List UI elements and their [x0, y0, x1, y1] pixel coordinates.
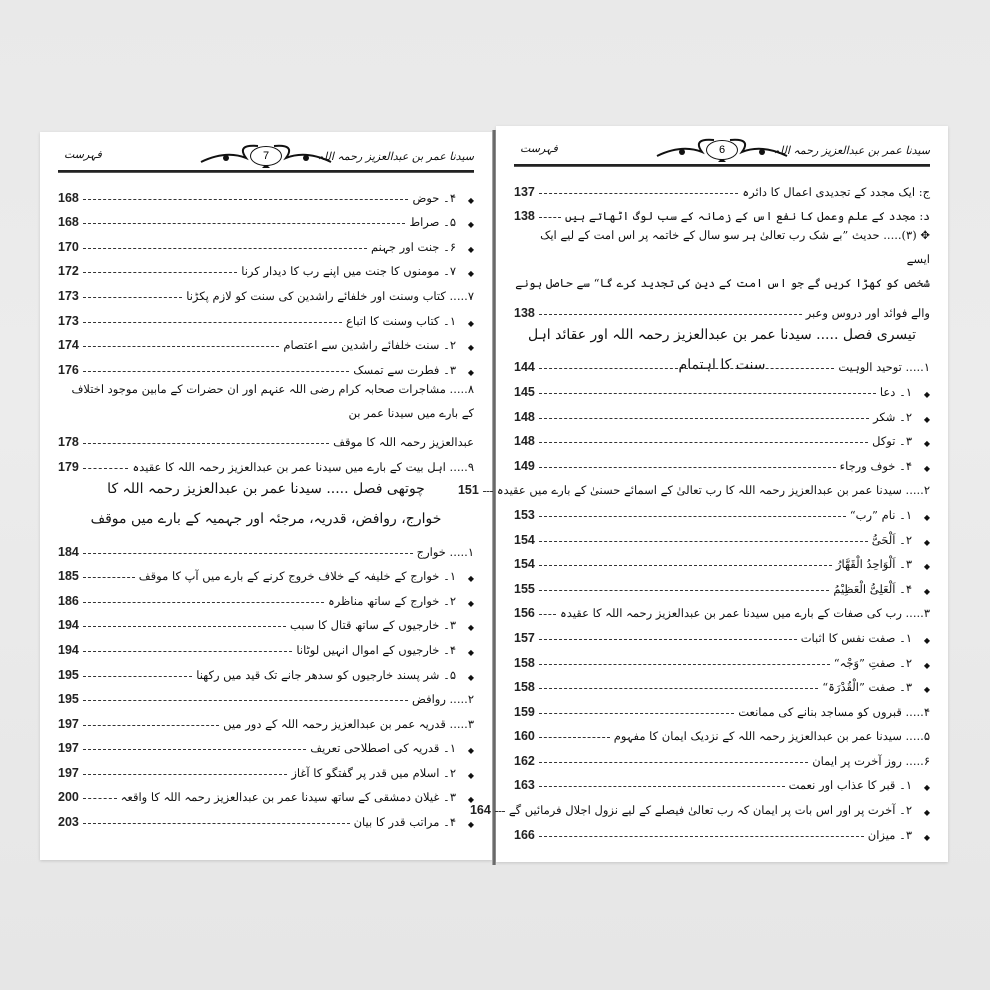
chapter-heading: تیسری فصل ..... سیدنا عمر بن عبدالعزیز رحمہ اللہ اور عقائد اہل سنت کا اہتمام — [527, 326, 917, 373]
toc-entry[interactable] — [514, 670, 930, 695]
book-title: سیدنا عمر بن عبدالعزیز رحمہ اللہ — [317, 150, 474, 163]
toc-entry-label: ۴۔ حوض — [412, 190, 456, 205]
toc-entry[interactable] — [514, 424, 930, 449]
diamond-bullet-icon: ◆ — [923, 660, 930, 670]
diamond-bullet-icon: ◆ — [923, 635, 930, 645]
toc-entry[interactable] — [58, 657, 474, 682]
dotted-leader — [539, 442, 868, 443]
toc-page-number: 153 — [514, 507, 535, 522]
toc-page-number: 154 — [514, 557, 535, 572]
dotted-leader — [83, 700, 408, 701]
toc-entry[interactable] — [514, 547, 930, 572]
toc-page-number: 144 — [514, 360, 535, 375]
toc-entry[interactable] — [514, 645, 930, 670]
toc-page-number: 148 — [514, 409, 535, 424]
toc-entry[interactable] — [514, 199, 930, 224]
diamond-bullet-icon: ◆ — [467, 367, 474, 377]
toc-page-number: 184 — [58, 544, 79, 559]
diamond-bullet-icon: ◆ — [923, 389, 930, 399]
toc-entry[interactable] — [58, 608, 474, 633]
dotted-leader — [539, 541, 868, 542]
diamond-bullet-icon: ◆ — [467, 623, 474, 633]
toc-entry[interactable] — [58, 632, 474, 657]
toc-entry-label: والے فوائد اور دروس وعبر — [805, 305, 930, 320]
page-number: 7 — [250, 146, 282, 166]
header-rule — [514, 164, 930, 167]
toc-entry[interactable] — [58, 278, 474, 303]
toc-entry-label: ۲۔ سنت خلفائے راشدین سے اعتصام — [283, 338, 456, 353]
toc-entry-label: ۴۔ اَلْعَلِیُّ الْعَظِیْمُ — [833, 581, 912, 596]
toc-page-number: 155 — [514, 581, 535, 596]
toc-page-number: 148 — [514, 434, 535, 449]
toc-entry[interactable] — [58, 682, 474, 707]
toc-entry[interactable] — [58, 229, 474, 254]
dotted-leader — [539, 193, 739, 194]
toc-entry-label: ۳..... قدریہ عمر بن عبدالعزیز رحمہ اللہ کے دور میں — [223, 716, 474, 731]
dotted-leader — [539, 393, 876, 394]
diamond-bullet-icon: ◆ — [467, 343, 474, 353]
toc-entry-label: ۳..... رب کی صفات کے بارے میں سیدنا عمر بن عبدالعزیز رحمہ اللہ کا عقیدہ — [560, 606, 930, 621]
diamond-bullet-icon: ◆ — [923, 537, 930, 547]
dotted-leader — [83, 626, 286, 627]
toc-entry[interactable] — [514, 448, 930, 473]
diamond-bullet-icon: ◆ — [467, 746, 474, 756]
toc-entry-text: ✥ (۳)..... حدیث ”بے شک رب تعالیٰ ہر سو سال کے خاتمہ پر اس امت کے لیے ایک ایسے — [540, 228, 930, 267]
book-title: سیدنا عمر بن عبدالعزیز رحمہ اللہ — [773, 144, 930, 157]
dotted-leader — [83, 676, 192, 677]
toc-entry-label: ۲۔ اَلْحَیُّ — [871, 532, 912, 547]
toc-entry[interactable] — [58, 559, 474, 584]
dotted-leader — [539, 762, 808, 763]
toc-page-number: 197 — [58, 765, 79, 780]
toc-page-number: 170 — [58, 239, 79, 254]
toc-page-number: 151 — [457, 483, 479, 498]
toc-entry[interactable] — [58, 780, 474, 805]
toc-entry[interactable] — [514, 596, 930, 621]
toc-page-number: 176 — [58, 362, 79, 377]
toc-entry[interactable] — [58, 328, 474, 353]
toc-entry-label: ۳۔ توکل — [872, 434, 912, 449]
toc-entry[interactable] — [514, 719, 930, 744]
toc-page-number: 138 — [514, 305, 535, 320]
diamond-bullet-icon: ◆ — [923, 586, 930, 596]
toc-page-number: 194 — [58, 618, 79, 633]
diamond-bullet-icon: ◆ — [467, 672, 474, 682]
dotted-leader — [539, 516, 846, 517]
table-of-contents-left — [58, 180, 474, 829]
toc-entry-label: ج: ایک مجدد کے تجدیدی اعمال کا دائرہ — [742, 184, 930, 199]
toc-entry-label: ۲۔ صفتِ ”وَجْہ“ — [833, 655, 912, 670]
toc-entry-label: ۳۔ فطرت سے تمسک — [353, 362, 456, 377]
dotted-leader — [539, 688, 818, 689]
toc-entry[interactable] — [514, 694, 930, 719]
diamond-bullet-icon: ◆ — [467, 770, 474, 780]
diamond-bullet-icon: ◆ — [467, 220, 474, 230]
toc-page-number: 164 — [469, 803, 491, 818]
book-spread — [40, 130, 948, 865]
toc-entry-label: ۷..... کتاب وسنت اور خلفائے راشدین کی سنت کو لازم پکڑنا — [186, 288, 474, 303]
toc-entry-label: ۵۔ صراط — [409, 215, 456, 230]
dotted-leader — [83, 199, 409, 200]
diamond-bullet-icon: ◆ — [923, 414, 930, 424]
toc-entry[interactable] — [514, 497, 930, 522]
toc-entry-label: ۱۔ دعا — [879, 384, 912, 399]
page-header — [58, 146, 474, 174]
diamond-bullet-icon: ◆ — [923, 832, 930, 842]
toc-entry[interactable] — [514, 768, 930, 793]
toc-entry[interactable] — [514, 620, 930, 645]
toc-entry-text: ۸..... مشاجرات صحابہ کرام رضی اللہ عنہم اور ان حضرات کے مابین موجود اختلاف کے بارے میں سیدنا عمر بن — [71, 381, 474, 420]
toc-page-number: 156 — [514, 606, 535, 621]
dotted-leader — [539, 836, 864, 837]
toc-page-number: 185 — [58, 569, 79, 584]
toc-page-number: 163 — [514, 778, 535, 793]
toc-entry[interactable] — [58, 804, 474, 829]
toc-entry[interactable] — [514, 399, 930, 424]
diamond-bullet-icon: ◆ — [923, 439, 930, 449]
dotted-leader — [83, 468, 129, 469]
table-of-contents-right — [457, 174, 930, 842]
toc-entry[interactable] — [58, 303, 474, 328]
toc-entry-label: ۱۔ خوارج کے خلیفہ کے خلاف خروج کرنے کے بارے میں آپ کا موقف — [138, 569, 456, 584]
toc-entry-label: ۲۔ آخرت پر اور اس بات پر ایمان کہ رب تعالیٰ فیصلے کے لیے نزول اجلال فرمائیں گے — [508, 803, 912, 818]
dotted-leader — [539, 590, 829, 591]
diamond-bullet-icon: ◆ — [467, 574, 474, 584]
toc-entry[interactable] — [514, 522, 930, 547]
toc-entry[interactable] — [58, 534, 474, 559]
toc-entry-label: ۶۔ جنت اور جہنم — [370, 239, 456, 254]
toc-page-number: 157 — [514, 630, 535, 645]
page-left — [40, 132, 492, 860]
toc-page-number: 138 — [514, 209, 535, 224]
toc-entry-label: ۵۔ شر پسند خارجیوں کو سدھر جانے تک قید میں رکھنا — [196, 667, 456, 682]
dotted-leader — [539, 664, 830, 665]
dotted-leader — [539, 565, 832, 566]
dotted-leader — [483, 491, 493, 492]
page-header — [514, 140, 930, 168]
toc-entry-label: ۲..... روافض — [411, 692, 474, 707]
diamond-bullet-icon: ◆ — [923, 463, 930, 473]
toc-entry-label: ۳۔ میزان — [867, 827, 912, 842]
toc-entry[interactable] — [514, 174, 930, 199]
dotted-leader — [83, 749, 306, 750]
dotted-leader — [83, 798, 117, 799]
toc-entry[interactable] — [58, 180, 474, 205]
dotted-leader — [83, 774, 287, 775]
diamond-bullet-icon: ◆ — [467, 318, 474, 328]
toc-page-number: 178 — [58, 435, 79, 450]
toc-entry-label: ۲۔ اسلام میں قدر پر گفتگو کا آغاز — [291, 765, 456, 780]
dotted-leader — [539, 217, 561, 218]
toc-page-number: 179 — [58, 459, 79, 474]
toc-entry[interactable] — [58, 352, 474, 377]
diamond-bullet-icon: ◆ — [923, 783, 930, 793]
toc-entry-label: ۲۔ خوارج کے ساتھ مناظرہ — [328, 593, 456, 608]
section-title: فہرست — [520, 142, 558, 155]
toc-entry-label: ۲..... سیدنا عمر بن عبدالعزیز رحمہ اللہ کا رب تعالیٰ کے اسمائے حسنیٰ کے بارے میں عقیدہ — [496, 483, 930, 498]
header-rule — [58, 170, 474, 173]
toc-entry[interactable] — [58, 755, 474, 780]
dotted-leader — [83, 272, 237, 273]
toc-entry[interactable] — [58, 425, 474, 450]
dotted-leader — [539, 786, 785, 787]
diamond-bullet-icon: ◆ — [467, 244, 474, 254]
toc-entry-label: ۱۔ قدریہ کی اصطلاحی تعریف — [310, 741, 456, 756]
dotted-leader — [539, 368, 834, 369]
toc-entry-label: ۱۔ کتاب وسنت کا اتباع — [346, 313, 456, 328]
toc-entry[interactable] — [58, 583, 474, 608]
dotted-leader — [83, 443, 329, 444]
toc-page-number: 166 — [514, 827, 535, 842]
dotted-leader — [83, 371, 349, 372]
dotted-leader — [539, 467, 836, 468]
toc-page-number: 158 — [514, 680, 535, 695]
diamond-bullet-icon: ◆ — [467, 820, 474, 830]
toc-entry-label: د: مجدد کے علم وعمل کا نفع اس کے زمانہ کے سب لوگ اٹھاتے ہیں — [564, 209, 930, 224]
toc-entry[interactable] — [58, 254, 474, 279]
chapter-heading: خوارج، روافض، قدریہ، مرجئہ اور جہمیہ کے بارے میں موقف — [90, 510, 442, 527]
dotted-leader — [539, 639, 797, 640]
toc-entry-label: ۷۔ مومنوں کا جنت میں اپنے رب کا دیدار کرنا — [241, 264, 456, 279]
toc-page-number: 197 — [58, 741, 79, 756]
dotted-leader — [83, 577, 135, 578]
dotted-leader — [83, 297, 182, 298]
toc-entry-label: ۱..... خوارج — [416, 544, 474, 559]
dotted-leader — [539, 314, 802, 315]
toc-entry-label: ۳۔ غیلان دمشقی کے ساتھ سیدنا عمر بن عبدالعزیز رحمہ اللہ کا واقعہ — [120, 790, 456, 805]
toc-page-number: 195 — [58, 667, 79, 682]
toc-page-number: 173 — [58, 288, 79, 303]
diamond-bullet-icon: ◆ — [467, 195, 474, 205]
toc-page-number: 159 — [514, 704, 535, 719]
dotted-leader — [539, 713, 734, 714]
dotted-leader — [83, 248, 367, 249]
toc-page-number: 168 — [58, 190, 79, 205]
toc-entry-label: ۵..... سیدنا عمر بن عبدالعزیز رحمہ اللہ کے نزدیک ایمان کا مفہوم — [613, 729, 930, 744]
toc-page-number: 195 — [58, 692, 79, 707]
toc-page-number: 174 — [58, 338, 79, 353]
toc-page-number: 186 — [58, 593, 79, 608]
dotted-leader — [83, 553, 413, 554]
toc-page-number: 149 — [514, 458, 535, 473]
toc-entry[interactable] — [469, 792, 930, 818]
diamond-bullet-icon: ◆ — [923, 562, 930, 572]
toc-entry[interactable] — [58, 731, 474, 756]
toc-entry-label: ۴۔ خارجیوں کے اموال انہیں لوٹانا — [296, 642, 456, 657]
dotted-leader — [83, 602, 324, 603]
toc-page-number: 162 — [514, 753, 535, 768]
toc-entry-label: عبدالعزیز رحمہ اللہ کا موقف — [333, 435, 474, 450]
dotted-leader — [83, 322, 342, 323]
toc-entry-label: ۱۔ صفت نفس کا اثبات — [800, 630, 912, 645]
diamond-bullet-icon: ◆ — [467, 269, 474, 279]
toc-entry-label: ۱۔ نام ”رب“ — [849, 507, 912, 522]
toc-entry[interactable] — [514, 295, 930, 320]
toc-entry-label: ۳۔ خارجیوں کے ساتھ قتال کا سبب — [289, 618, 456, 633]
dotted-leader — [83, 823, 350, 824]
dotted-leader — [539, 418, 869, 419]
toc-page-number: 194 — [58, 642, 79, 657]
diamond-bullet-icon: ◆ — [467, 598, 474, 608]
toc-page-number: 158 — [514, 655, 535, 670]
toc-entry-label: ۳۔ صفت ”الْقُدْرَۃ“ — [822, 680, 912, 695]
toc-page-number: 137 — [514, 184, 535, 199]
toc-entry[interactable] — [514, 571, 930, 596]
diamond-bullet-icon: ◆ — [467, 647, 474, 657]
page-number: 6 — [706, 140, 738, 160]
toc-entry[interactable] — [58, 205, 474, 230]
toc-entry[interactable] — [58, 449, 474, 474]
dotted-leader — [83, 725, 219, 726]
toc-page-number: 172 — [58, 264, 79, 279]
toc-page-number: 154 — [514, 532, 535, 547]
toc-page-number: 145 — [514, 384, 535, 399]
diamond-bullet-icon: ◆ — [923, 512, 930, 522]
toc-entry[interactable] — [514, 817, 930, 842]
dotted-leader — [539, 614, 556, 615]
toc-page-number: 173 — [58, 313, 79, 328]
toc-entry-text: شخص کو کھڑا کریں گے جو اس امت کے دین کی تجدید کرے گا“ سے حاصل ہونے — [515, 276, 930, 291]
toc-page-number: 200 — [58, 790, 79, 805]
toc-entry[interactable] — [514, 743, 930, 768]
diamond-bullet-icon: ◆ — [467, 795, 474, 805]
chapter-heading: چوتھی فصل ..... سیدنا عمر بن عبدالعزیز رحمہ اللہ کا — [107, 480, 425, 497]
diamond-bullet-icon: ◆ — [923, 685, 930, 695]
toc-entry[interactable] — [58, 706, 474, 731]
toc-page-number: 160 — [514, 729, 535, 744]
page-right — [457, 126, 948, 862]
toc-entry-label: ۶..... روز آخرت پر ایمان — [812, 753, 930, 768]
toc-entry-label: ۱..... توحید الوہیت — [838, 360, 930, 375]
toc-entry-label: ۹..... اہل بیت کے بارے میں سیدنا عمر بن عبدالعزیز رحمہ اللہ کا عقیدہ — [132, 459, 474, 474]
dotted-leader — [83, 651, 293, 652]
dotted-leader — [539, 737, 610, 738]
toc-entry-label: ۳۔ اَلْوَاحِدُ الْقَهَّارُ — [835, 557, 912, 572]
dotted-leader — [83, 346, 279, 347]
toc-page-number: 197 — [58, 716, 79, 731]
toc-entry[interactable] — [457, 473, 930, 498]
toc-page-number: 168 — [58, 215, 79, 230]
toc-entry-label: ۱۔ قبر کا عذاب اور نعمت — [788, 778, 912, 793]
toc-page-number: 203 — [58, 815, 79, 830]
dotted-leader — [495, 811, 505, 812]
toc-entry-label: ۴۔ مراتب قدر کا بیان — [353, 815, 456, 830]
diamond-bullet-icon: ◆ — [923, 808, 930, 818]
toc-entry-label: ۲۔ شکر — [873, 409, 912, 424]
toc-entry-label: ۴..... قبروں کو مساجد بنانے کی ممانعت — [738, 704, 930, 719]
toc-entry-label: ۴۔ خوف ورجاء — [839, 458, 912, 473]
dotted-leader — [83, 223, 406, 224]
section-title: فہرست — [64, 148, 102, 161]
